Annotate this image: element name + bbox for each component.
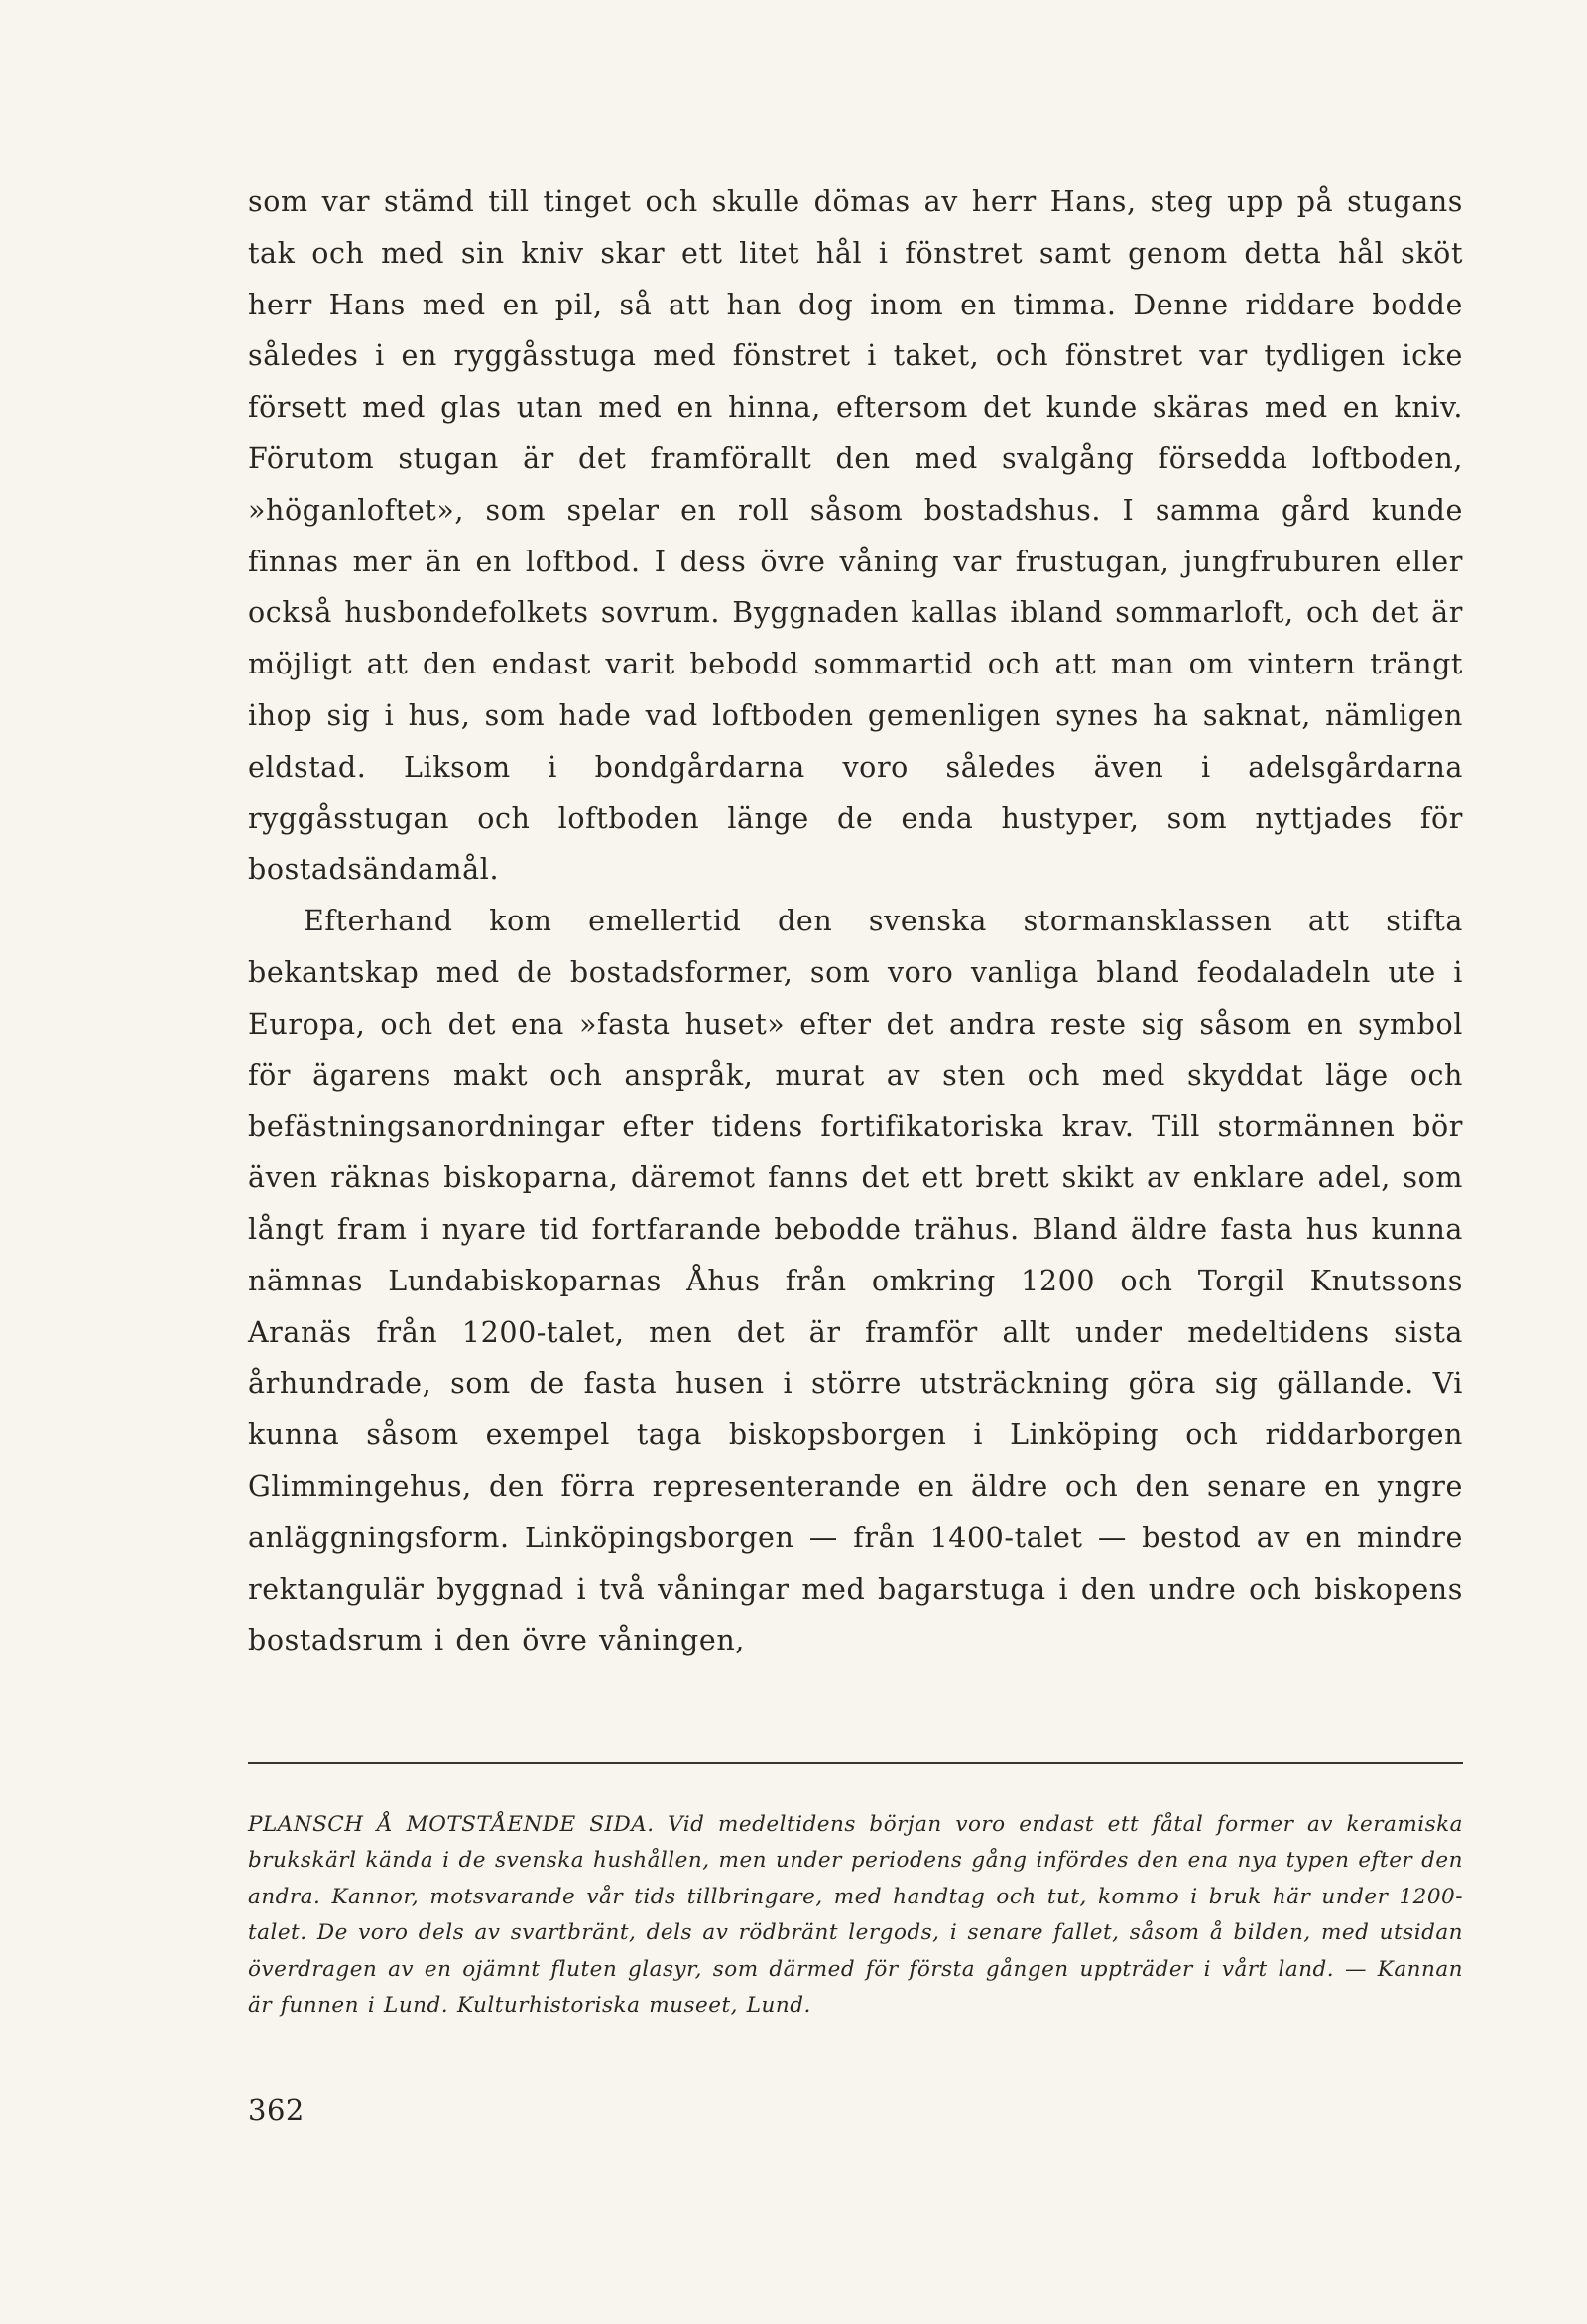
caption-text: PLANSCH Å MOTSTÅENDE SIDA. Vid medeltidens början voro endast ett fåtal former av keramiska brukskärl kända i de svenska hushållen, men under periodens gång infördes den ena nya typen efter den andra. Kannor, motsvarande vår tids tillbringare, med handtag och tut, kommo i bruk här under 1200-talet. De voro dels av svartbränt, dels av rödbränt lergods, i senare fallet, såsom å bilden, med utsidan överdragen av en ojämnt fluten glasyr, som därmed för första gången uppträder i vårt land. — Kannan är funnen i Lund. Kulturhistoriska museet, Lund. bbox=[248, 1812, 1463, 2018]
paragraph-continuation: som var stämd till tinget och skulle dömas av herr Hans, steg upp på stugans tak och med sin kniv skar ett litet hål i fönstret samt genom detta hål sköt herr Hans med en pil, så att han dog inom en timma. Denne riddare bodde således i en ryggåsstuga med fönstret i taket, och fönstret var tydligen icke försett med glas utan med en hinna, eftersom det kunde skäras med en kniv. Förutom stugan är det framförallt den med svalgång försedda loftboden, »höganloftet», som spelar en roll såsom bostadshus. I samma gård kunde finnas mer än en loftbod. I dess övre våning var frustugan, jungfruburen eller också husbondefolkets sovrum. Byggnaden kallas ibland sommarloft, och det är möjligt att den endast varit bebodd sommartid och att man om vintern trängt ihop sig i hus, som hade vad loftboden gemenligen synes ha saknat, nämligen eldstad. Liksom i bondgårdarna voro således även i adelsgårdarna ryggåsstugan och loftboden länge de enda hustyper, som nyttjades för bostadsändamål. bbox=[248, 185, 1463, 887]
paragraph-stone-houses: Efterhand kom emellertid den svenska stormansklassen att stifta bekantskap med de bostadsformer, som voro vanliga bland feodaladeln ute i Europa, och det ena »fasta huset» efter det andra reste sig såsom en symbol för ägarens makt och anspråk, murat av sten och med skyddat läge och befästningsanordningar efter tidens fortifikatoriska krav. Till stormännen bör även räknas biskoparna, däremot fanns det ett brett skikt av enklare adel, som långt fram i nyare tid fortfarande bebodde trähus. Bland äldre fasta hus kunna nämnas Lundabiskoparnas Åhus från omkring 1200 och Torgil Knutssons Aranäs från 1200-talet, men det är framför allt under medeltidens sista århundrade, som de fasta husen i större utsträckning göra sig gällande. Vi kunna såsom exempel taga biskopsborgen i Linköping och riddarborgen Glimmingehus, den förra representerande en äldre och den senare en yngre anläggningsform. Linköpingsborgen — från 1400-talet — bestod av en mindre rektangulär byggnad i två våningar med bagarstuga i den undre och biskopens bostadsrum i den övre våningen, bbox=[248, 905, 1463, 1657]
plate-caption bbox=[248, 1807, 1463, 2023]
body-text bbox=[248, 177, 1463, 1666]
page-number: 362 bbox=[248, 2093, 305, 2127]
footnote-divider bbox=[248, 1762, 1463, 1764]
